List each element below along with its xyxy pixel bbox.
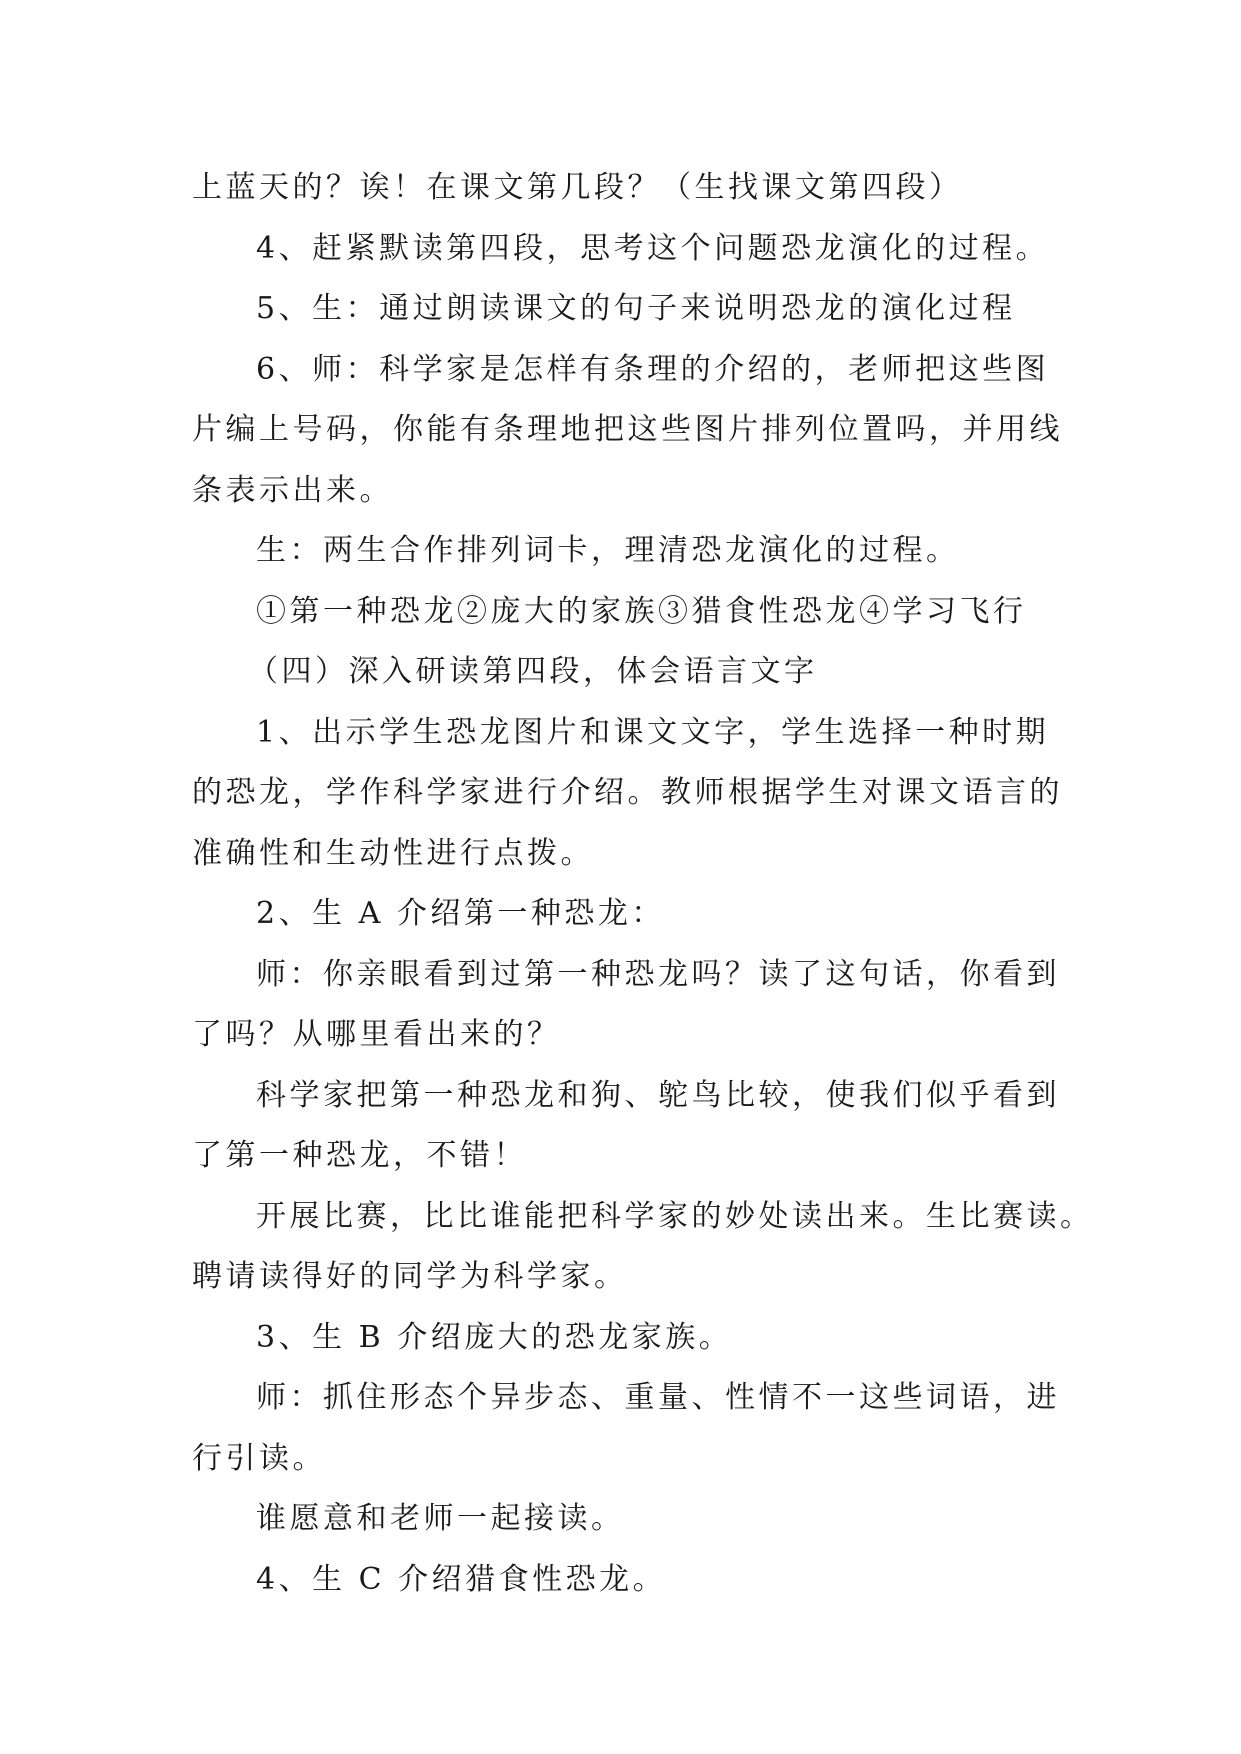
paragraph-line: 谁愿意和老师一起接读。 xyxy=(256,1501,625,1536)
paragraph-line: 4、生 C 介绍猎食性恐龙。 xyxy=(256,1561,667,1597)
paragraph-line: 开展比赛，比比谁能把科学家的妙处读出来。生比赛读。 xyxy=(256,1198,1094,1234)
paragraph-line: 师：抓住形态个异步态、重量、性情不一这些词语，进 xyxy=(256,1380,1060,1415)
paragraph-line: 3、生 B 介绍庞大的恐龙家族。 xyxy=(256,1319,733,1355)
paragraph-line: 准确性和生动性进行点拨。 xyxy=(192,835,594,871)
paragraph-line: 2、生 A 介绍第一种恐龙： xyxy=(256,896,665,931)
paragraph-line: 6、师：科学家是怎样有条理的介绍的，老师把这些图 xyxy=(256,351,1050,387)
paragraph-line: 5、生：通过朗读课文的句子来说明恐龙的演化过程 xyxy=(256,291,1016,326)
paragraph-line: 行引读。 xyxy=(192,1440,326,1476)
paragraph-line: 条表示出来。 xyxy=(192,472,393,508)
paragraph-line: 的恐龙，学作科学家进行介绍。教师根据学生对课文语言的 xyxy=(192,775,1063,810)
paragraph-line: 4、赶紧默读第四段，思考这个问题恐龙演化的过程。 xyxy=(256,230,1050,266)
paragraph-line: ①第一种恐龙②庞大的家族③猎食性恐龙④学习飞行 xyxy=(256,593,1027,629)
paragraph-line: 1、出示学生恐龙图片和课文文字，学生选择一种时期 xyxy=(256,714,1050,750)
paragraph-line: 聘请读得好的同学为科学家。 xyxy=(192,1259,628,1294)
document-body xyxy=(192,158,1094,1610)
paragraph-line: 生：两生合作排列词卡，理清恐龙演化的过程。 xyxy=(256,533,960,568)
paragraph-line: 了第一种恐龙，不错！ xyxy=(192,1138,527,1173)
section-heading: （四）深入研读第四段，体会语言文字 xyxy=(248,654,818,689)
paragraph-line: 师：你亲眼看到过第一种恐龙吗？读了这句话，你看到 xyxy=(256,956,1060,992)
paragraph-line: 了吗？从哪里看出来的？ xyxy=(192,1017,561,1052)
paragraph-line: 科学家把第一种恐龙和狗、鸵鸟比较，使我们似乎看到 xyxy=(256,1077,1060,1113)
paragraph-line: 片编上号码，你能有条理地把这些图片排列位置吗，并用线 xyxy=(192,412,1063,447)
paragraph-line: 上蓝天的？诶！在课文第几段？（生找课文第四段） xyxy=(192,170,963,205)
